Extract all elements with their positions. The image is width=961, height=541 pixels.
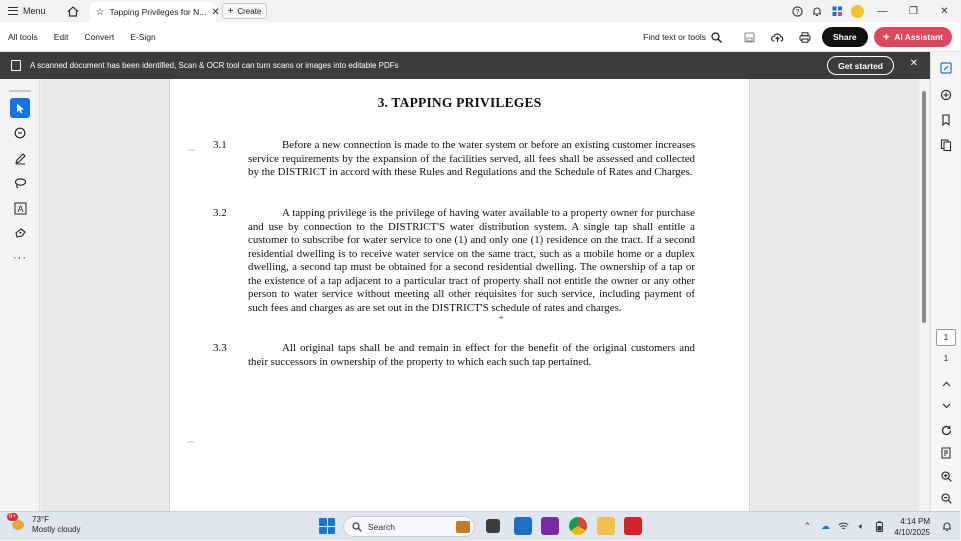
- select-tool-button[interactable]: [10, 98, 30, 118]
- left-toolbar: [0, 79, 40, 511]
- bookmark-panel-icon[interactable]: [938, 112, 954, 128]
- menu-convert[interactable]: Convert: [84, 31, 115, 42]
- section-heading: 3. TAPPING PRIVILEGES: [377, 95, 542, 110]
- wifi-icon[interactable]: [834, 517, 852, 537]
- banner-text: A scanned document has been identified, Scan & OCR tool can turn scans or images into editable PDFs: [30, 61, 399, 70]
- chevron-down-icon[interactable]: [938, 398, 954, 414]
- ocr-banner: [0, 52, 930, 79]
- chevron-up-icon[interactable]: [938, 376, 954, 392]
- pen-icon: [14, 152, 27, 165]
- paragraph-text: All original taps shall be and remain in effect for the benefit of the original customers and their successors in ownership of the property to which each such tap pertained.: [248, 342, 695, 368]
- pen-tool-button[interactable]: [10, 148, 30, 168]
- menu-bar: [0, 22, 960, 52]
- svg-text:?: ?: [795, 8, 799, 16]
- chrome-icon[interactable]: [569, 517, 587, 535]
- weather-condition: Mostly cloudy: [32, 525, 81, 534]
- onedrive-icon[interactable]: ☁: [820, 521, 830, 531]
- titlebar-right: [787, 0, 960, 22]
- comment-icon: [14, 127, 27, 140]
- toolbar-grip[interactable]: [9, 90, 31, 92]
- paragraph-text: Before a new connection is made to the water system or before an existing customer increases service requirements by the expansion of the facilities served, all fees shall be assessed and collected by the DISTRICT in accord with these Rules and Regulations and the Schedule of Rates and Charges.: [248, 139, 695, 178]
- scan-artifact: ⁀: [188, 150, 195, 159]
- clock-time: 4:14 PM: [900, 516, 930, 526]
- menu-e-sign[interactable]: E-Sign: [130, 31, 156, 42]
- home-icon[interactable]: [62, 0, 84, 22]
- mouse-crosshair-icon: ⌖: [499, 313, 504, 322]
- outlook-icon[interactable]: [514, 517, 532, 535]
- document-tab[interactable]: [90, 2, 220, 22]
- zoom-in-icon[interactable]: [938, 468, 954, 484]
- task-view-icon[interactable]: [486, 519, 500, 533]
- restore-button[interactable]: ❐: [909, 5, 918, 17]
- notification-bell-icon[interactable]: [938, 517, 956, 537]
- comment-panel-icon[interactable]: [938, 87, 954, 103]
- apps-grid-icon[interactable]: [827, 0, 847, 22]
- page-view-icon[interactable]: [938, 445, 954, 461]
- search-highlight-icon: [456, 521, 470, 533]
- weather-widget[interactable]: [10, 515, 80, 535]
- cloud-upload-icon[interactable]: [766, 26, 788, 48]
- windows-taskbar: [0, 511, 960, 540]
- right-panel: [930, 52, 960, 511]
- ai-assistant-button[interactable]: [874, 27, 952, 47]
- current-page-input[interactable]: 1: [936, 329, 956, 346]
- temperature: 73°F: [32, 515, 49, 524]
- plus-icon: +: [227, 5, 234, 17]
- comment-tool-button[interactable]: [10, 123, 30, 143]
- user-avatar-icon[interactable]: [847, 0, 867, 22]
- paragraph-number: 3.2: [213, 207, 227, 219]
- close-banner-icon[interactable]: ✕: [909, 58, 918, 69]
- edit-pdf-panel-icon[interactable]: [938, 60, 954, 76]
- system-tray: [798, 512, 960, 541]
- title-bar: [0, 0, 960, 22]
- chevron-up-icon[interactable]: ⌃: [803, 521, 812, 531]
- text-box-tool-button[interactable]: [10, 198, 30, 218]
- close-window-button[interactable]: ✕: [940, 5, 949, 17]
- print-icon[interactable]: [794, 26, 816, 48]
- text-box-icon: [14, 202, 27, 215]
- lasso-icon: [14, 177, 27, 190]
- search-icon: [352, 522, 362, 532]
- star-icon[interactable]: ☆: [95, 6, 105, 18]
- paragraph-number: 3.1: [213, 139, 227, 151]
- pages-panel-icon[interactable]: [938, 137, 954, 153]
- scan-artifact: ⁀: [188, 442, 195, 451]
- find-label: Find text or tools: [643, 32, 707, 42]
- paragraph-number: 3.3: [213, 342, 227, 354]
- create-button[interactable]: [222, 3, 268, 19]
- menubar-right: [643, 22, 952, 52]
- menu-button[interactable]: [0, 0, 54, 22]
- zoom-out-icon[interactable]: [938, 490, 954, 506]
- weather-badge: 9+: [9, 514, 16, 520]
- get-started-button[interactable]: Get started: [827, 56, 894, 75]
- save-icon[interactable]: [738, 26, 760, 48]
- more-tools-button[interactable]: [10, 248, 30, 268]
- menu-edit[interactable]: Edit: [53, 31, 69, 42]
- hamburger-icon: [8, 7, 18, 15]
- lasso-tool-button[interactable]: [10, 173, 30, 193]
- document-scan-icon: [11, 60, 21, 71]
- search-label: Search: [368, 521, 395, 532]
- taskbar-search[interactable]: [343, 516, 475, 537]
- pdf-page: [169, 79, 750, 511]
- vertical-scrollbar[interactable]: [919, 79, 930, 511]
- windows-logo-icon: [319, 518, 327, 526]
- menu-all-tools[interactable]: All tools: [8, 31, 38, 42]
- bell-icon[interactable]: [807, 0, 827, 22]
- clock-date: 4/10/2025: [894, 527, 930, 537]
- close-tab-icon[interactable]: ✕: [211, 6, 220, 18]
- create-label: Create: [237, 6, 262, 16]
- minimize-button[interactable]: —: [877, 5, 888, 17]
- tab-title: Tapping Privileges for N...: [109, 7, 207, 17]
- help-icon[interactable]: [787, 0, 807, 22]
- ai-sparkle-icon: ✦: [882, 31, 891, 42]
- menu-label: Menu: [23, 6, 46, 16]
- share-button[interactable]: Share: [822, 27, 868, 47]
- onenote-icon[interactable]: [541, 517, 559, 535]
- start-button[interactable]: [319, 518, 335, 534]
- svg-text:A: A: [16, 203, 24, 214]
- total-pages: 1: [943, 354, 949, 363]
- find-tools-search[interactable]: [643, 32, 722, 43]
- stamp-icon: [14, 227, 27, 240]
- paragraph-text: A tapping privilege is the privilege of having water available to a property owner for purchase and use by connection to the DISTRICT'S water distribution system. A single tap shall entitle a customer to subscribe for water service to one (1) and only one (1) residence on the tract. If a second residential dwelling is to receive water service on the same tract, such as a mobile home or a duplex dwelling, a second tap must be obtained for a second residential dwelling. The ownership of a tap or the existence of a tap adjacent to a particular tract of property shall not entitle the owner or any other person to water service without meeting all other requisites for such service, including payment of such fees and charges as are set out in the DISTRICT'S schedule of rates and charges.: [248, 207, 695, 314]
- document-viewport[interactable]: [41, 79, 930, 511]
- acrobat-icon[interactable]: [624, 517, 642, 535]
- battery-icon[interactable]: [870, 517, 888, 537]
- volume-icon[interactable]: 🔈︎: [858, 521, 865, 531]
- ai-assistant-label: AI Assistant: [894, 32, 943, 42]
- weather-text: [32, 515, 80, 535]
- stamp-tool-button[interactable]: [10, 223, 30, 243]
- rotate-icon[interactable]: [938, 422, 954, 438]
- weather-icon: [9, 514, 26, 533]
- search-icon: [711, 32, 722, 43]
- file-explorer-icon[interactable]: [597, 517, 615, 535]
- system-clock[interactable]: [894, 516, 930, 538]
- scrollbar-thumb[interactable]: [922, 91, 926, 323]
- cursor-arrow-icon: [16, 103, 25, 114]
- more-dots-icon: ···: [13, 252, 27, 264]
